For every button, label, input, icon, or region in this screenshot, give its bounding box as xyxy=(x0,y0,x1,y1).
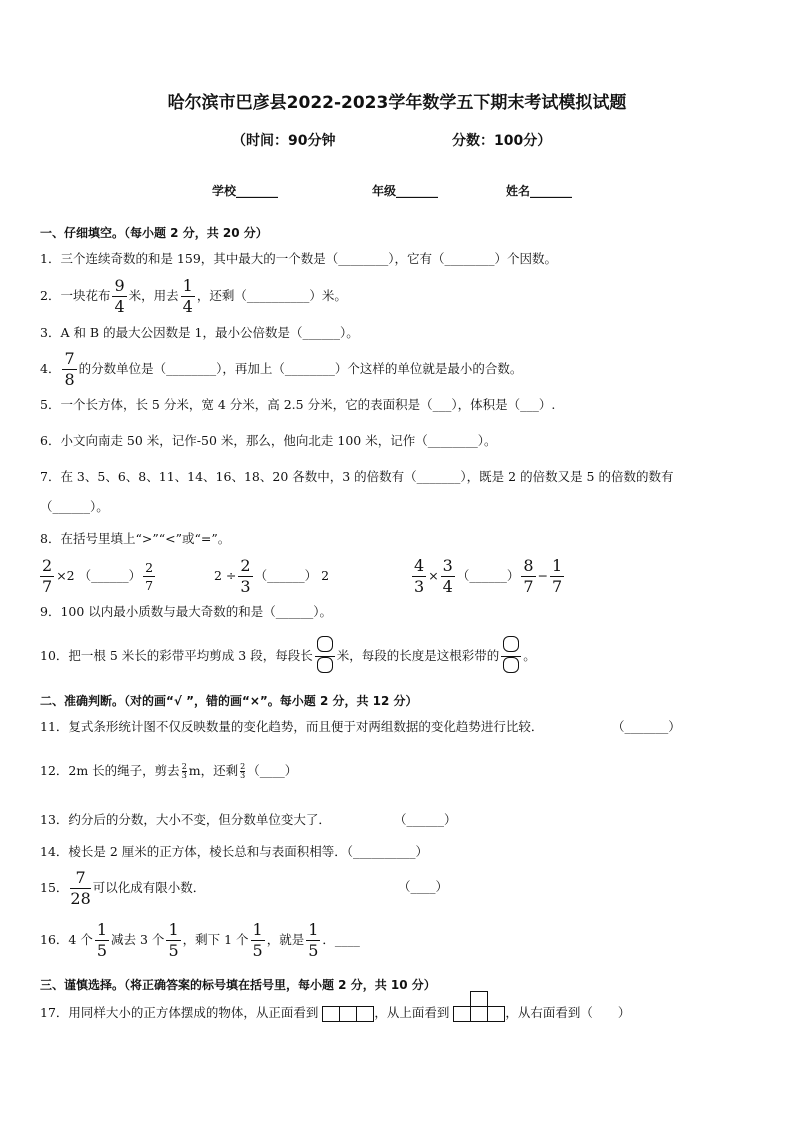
q15-text-b: 可以化成有限小数． xyxy=(92,880,206,895)
q12-text-b: m，还剩 xyxy=(188,763,239,778)
q4-text-b: 的分数单位是（________），再加上（________）个这样的单位就是最小的合数。 xyxy=(78,361,523,376)
page-title: 哈尔滨市巴彦县2022-2023学年数学五下期末考试模拟试题 xyxy=(167,93,627,113)
q8c-fraction-2 xyxy=(441,556,455,597)
q8c-text: （______） xyxy=(456,568,520,583)
q8a-fraction-2 xyxy=(143,559,155,594)
question-17 xyxy=(40,1004,630,1023)
q8a-f2-den: 7 xyxy=(145,578,154,593)
grade-field[interactable]: 年级_______ xyxy=(372,184,439,198)
q8c-f4-num: 1 xyxy=(552,556,563,575)
q2-text-b: 米，用去 xyxy=(128,288,179,303)
question-13-answer[interactable]: （______） xyxy=(394,812,457,827)
q8-item-a xyxy=(38,556,157,597)
q16-fraction-2 xyxy=(166,920,180,961)
question-7-line-1: 7．在 3、5、6、8、11、14、16、18、20 各数中，3 的倍数有（_______），既是 2 的倍数又是 5 的倍数的数有 xyxy=(40,469,674,484)
q10-blank-fraction-2[interactable] xyxy=(501,636,521,677)
q8c-f3-num: 8 xyxy=(523,556,534,575)
q16-text-c: ，剩下 1 个 xyxy=(182,932,249,947)
q8c-fraction-1 xyxy=(412,556,426,597)
q8b-prefix: 2 ÷ xyxy=(214,568,237,583)
q2-text-a: 2．一块花布 xyxy=(40,288,111,303)
section-1-heading: 一、仔细填空。（每小题 2 分，共 20 分） xyxy=(40,226,268,240)
q16-f3-num: 1 xyxy=(252,920,263,939)
q12-fraction-2 xyxy=(240,763,245,780)
q16-f3-den: 5 xyxy=(252,941,263,960)
q8-item-c xyxy=(410,556,566,597)
section-3-heading: 三、谨慎选择。（将正确答案的标号填在括号里，每小题 2 分，共 10 分） xyxy=(40,978,436,992)
q8a-fraction-1 xyxy=(40,556,54,597)
question-11-answer[interactable]: （_______） xyxy=(612,719,681,734)
question-3: 3．A 和 B 的最大公因数是 1，最小公倍数是（______）。 xyxy=(40,325,359,340)
q15-f-den: 28 xyxy=(70,889,91,908)
question-12 xyxy=(40,762,297,780)
q17-text-a: 17．用同样大小的正方体摆成的物体，从正面看到 xyxy=(40,1005,319,1020)
q16-text-d: ，就是 xyxy=(266,932,305,947)
name-field[interactable]: 姓名_______ xyxy=(506,184,573,198)
q10-blank-den-2[interactable] xyxy=(503,657,519,673)
q16-text-b: 减去 3 个 xyxy=(111,932,165,947)
q8c-fraction-3 xyxy=(521,556,535,597)
q8b-text: （______） 2 xyxy=(254,568,330,583)
q8c-f1-num: 4 xyxy=(414,556,425,575)
q2-fraction-2 xyxy=(181,276,195,317)
q10-text-b: 米，每段的长度是这根彩带的 xyxy=(336,648,500,663)
exam-score: 分数：100分） xyxy=(452,133,552,149)
q2-fraction-1 xyxy=(112,276,126,317)
question-5: 5．一个长方体，长 5 分米，宽 4 分米，高 2.5 分米，它的表面积是（___），体积是（___）. xyxy=(40,397,556,412)
q16-f2-num: 1 xyxy=(168,920,179,939)
question-7-line-2: （______）。 xyxy=(40,499,109,514)
q10-blank-num-2[interactable] xyxy=(503,636,519,652)
question-1: 1．三个连续奇数的和是 159，其中最大的一个数是（________），它有（________）个因数。 xyxy=(40,251,558,266)
q12-fraction-1 xyxy=(182,763,187,780)
q2-text-c: ，还剩（__________）米。 xyxy=(196,288,347,303)
q2-f1-den: 4 xyxy=(114,297,125,316)
question-15 xyxy=(40,868,205,909)
q10-blank-den-1[interactable] xyxy=(317,657,333,673)
q8c-f1-den: 3 xyxy=(414,577,425,596)
q8-item-b xyxy=(214,556,329,597)
q16-f4-num: 1 xyxy=(308,920,319,939)
q16-fraction-4 xyxy=(306,920,320,961)
q16-f4-den: 5 xyxy=(308,941,319,960)
q12-answer[interactable]: （____） xyxy=(247,763,298,778)
q8b-f-num: 2 xyxy=(240,556,251,575)
school-field[interactable]: 学校_______ xyxy=(212,184,279,198)
q2-f1-num: 9 xyxy=(114,276,125,295)
q16-fraction-3 xyxy=(251,920,265,961)
question-6: 6．小文向南走 50 米，记作-50 米，那么，他向北走 100 米，记作（________）。 xyxy=(40,433,497,448)
question-2 xyxy=(40,276,347,317)
q10-text-a: 10．把一根 5 米长的彩带平均剪成 3 段，每段长 xyxy=(40,648,313,663)
q4-fraction xyxy=(62,349,76,390)
q8a-f1-den: 7 xyxy=(42,577,53,596)
q10-text-c: 。 xyxy=(523,648,536,663)
question-14: 14．棱长是 2 厘米的正方体，棱长总和与表面积相等．（__________） xyxy=(40,844,429,859)
question-8: 8．在括号里填上“>”“<”或“=”。 xyxy=(40,531,231,546)
q8b-f-den: 3 xyxy=(240,577,251,596)
q10-blank-num-1[interactable] xyxy=(317,636,333,652)
q15-f-num: 7 xyxy=(70,868,90,889)
question-10 xyxy=(40,636,536,677)
q12-f2-num: 2 xyxy=(240,762,246,771)
exam-time: （时间：90分钟 xyxy=(232,133,336,149)
q12-f2-den: 3 xyxy=(240,771,246,780)
question-15-answer[interactable]: （____） xyxy=(398,879,449,894)
q16-f1-num: 1 xyxy=(96,920,108,939)
question-16 xyxy=(40,920,360,961)
q8c-fraction-4 xyxy=(550,556,564,597)
q10-blank-fraction-1[interactable] xyxy=(315,636,335,677)
q15-fraction xyxy=(70,868,90,909)
q16-f2-den: 5 xyxy=(168,941,179,960)
question-11: 11．复式条形统计图不仅反映数量的变化趋势，而且便于对两组数据的变化趋势进行比较． xyxy=(40,719,544,734)
section-2-heading: 二、准确判断。（对的画“√ ”，错的画“×”。每小题 2 分，共 12 分） xyxy=(40,694,418,708)
q8c-f3-den: 7 xyxy=(523,577,534,596)
question-9: 9．100 以内最小质数与最大奇数的和是（______）。 xyxy=(40,604,333,619)
q12-text-a: 12．2m 长的绳子，剪去 xyxy=(40,763,180,778)
front-view-grid xyxy=(322,1005,374,1023)
q8a-f1-num: 2 xyxy=(42,556,53,575)
q16-f1-den: 5 xyxy=(96,941,108,960)
q2-f2-num: 1 xyxy=(182,276,193,295)
q12-f1-den: 3 xyxy=(181,771,187,780)
q16-text-a: 16．4 个 xyxy=(40,932,93,947)
q4-text-a: 4． xyxy=(40,361,61,376)
q8c-op2: − xyxy=(537,568,549,583)
q8a-text: ×2 （______） xyxy=(56,568,142,583)
q15-text-a: 15． xyxy=(40,880,69,895)
question-4 xyxy=(40,349,522,390)
q4-f-num: 7 xyxy=(64,349,75,368)
q8c-op: × xyxy=(428,568,439,583)
q17-text-b: ，从上面看到 xyxy=(374,1005,450,1020)
top-view-grid xyxy=(453,1005,505,1023)
q8c-f2-den: 4 xyxy=(442,577,453,596)
q16-answer[interactable]: ．____ xyxy=(322,932,360,947)
q2-f2-den: 4 xyxy=(182,297,193,316)
q4-f-den: 8 xyxy=(64,370,75,389)
q8a-f2-num: 2 xyxy=(145,560,154,575)
q12-f1-num: 2 xyxy=(181,762,187,771)
q8b-fraction xyxy=(238,556,252,597)
q16-fraction-1 xyxy=(95,920,109,961)
question-13: 13．约分后的分数，大小不变，但分数单位变大了． xyxy=(40,812,331,827)
q17-text-c: ，从右面看到（ ） xyxy=(505,1005,631,1020)
q8c-f2-num: 3 xyxy=(442,556,453,575)
q8c-f4-den: 7 xyxy=(552,577,563,596)
